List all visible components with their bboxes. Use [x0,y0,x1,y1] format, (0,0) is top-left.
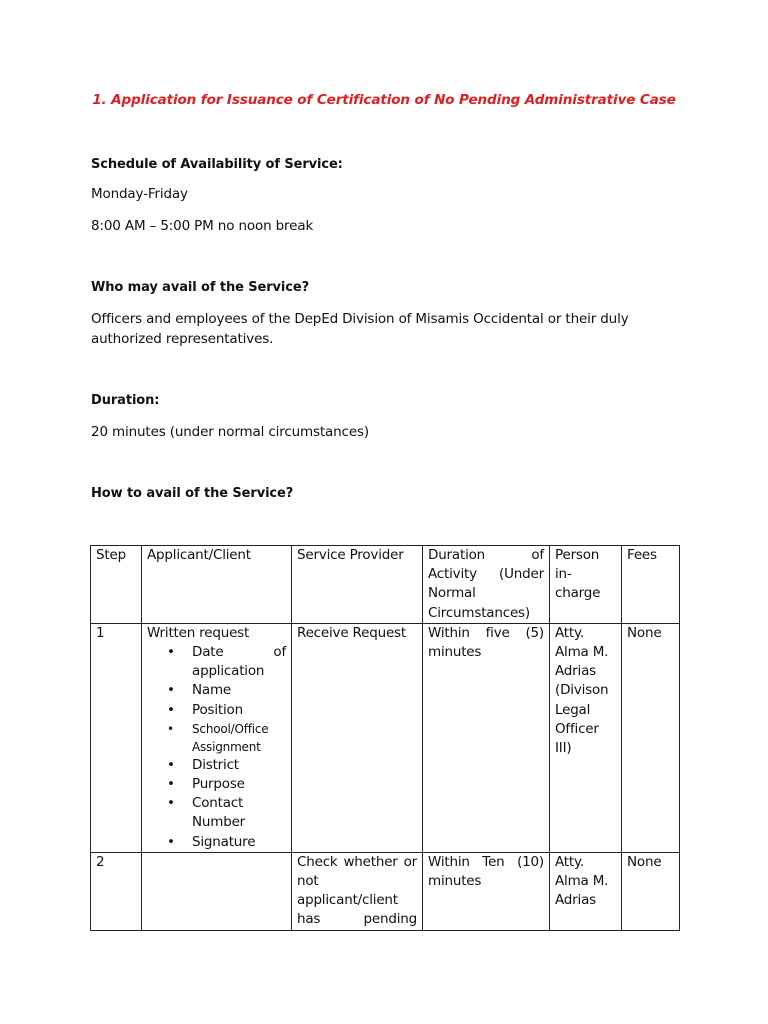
row-fees: None [622,623,680,852]
table-row [91,623,680,852]
list-item: • Contact Number [147,794,286,832]
header-duration-top: Duration of [428,547,544,563]
header-provider: Service Provider [292,546,423,624]
who-text: Officers and employees of the DepEd Division of Misamis Occidental or their duly authorized representatives. [91,311,629,347]
table-header-row [91,546,680,624]
schedule-heading: Schedule of Availability of Service: [91,157,343,172]
requirements-list [147,643,286,852]
row-applicant [142,623,292,852]
row-applicant [142,852,292,930]
header-fees: Fees [622,546,680,624]
list-item: • Name [147,681,286,700]
applicant-intro: Written request [147,624,250,641]
row-step: 1 [91,623,142,852]
row-provider: Receive Request [292,623,423,852]
header-duration [423,546,550,624]
row-duration: Within Ten (10) minutes [423,852,550,930]
list-item: • School/Office Assignment [147,720,286,756]
row-step: 2 [91,852,142,930]
duration-text: 20 minutes (under normal circumstances) [91,424,369,440]
who-heading: Who may avail of the Service? [91,280,310,295]
row-fees: None [622,852,680,930]
list-item: • Purpose [147,775,286,794]
table-row [91,852,680,930]
list-item: • Signature [147,833,286,852]
schedule-hours: 8:00 AM – 5:00 PM no noon break [91,218,314,234]
row-provider: Check whether or not applicant/client has pending [292,852,423,930]
row-person: Atty. Alma M. Adrias [550,852,622,930]
schedule-days: Monday-Friday [91,186,188,202]
how-heading: How to avail of the Service? [91,486,294,501]
list-item: • Position [147,701,286,720]
list-item: • District [147,756,286,775]
header-applicant: Applicant/Client [142,546,292,624]
header-duration-rest: Activity (Under Normal Circumstances) [428,566,544,621]
list-item: • Date of application [147,643,286,681]
service-steps-table [90,545,680,931]
row-duration: Within five (5) minutes [423,623,550,852]
row-person: Atty. Alma M. Adrias (Divison Legal Officer III) [550,623,622,852]
header-step: Step [91,546,142,624]
document-title: 1. Application for Issuance of Certification of No Pending Administrative Case [92,92,676,108]
header-person: Person in-charge [550,546,622,624]
duration-heading: Duration: [91,393,160,408]
